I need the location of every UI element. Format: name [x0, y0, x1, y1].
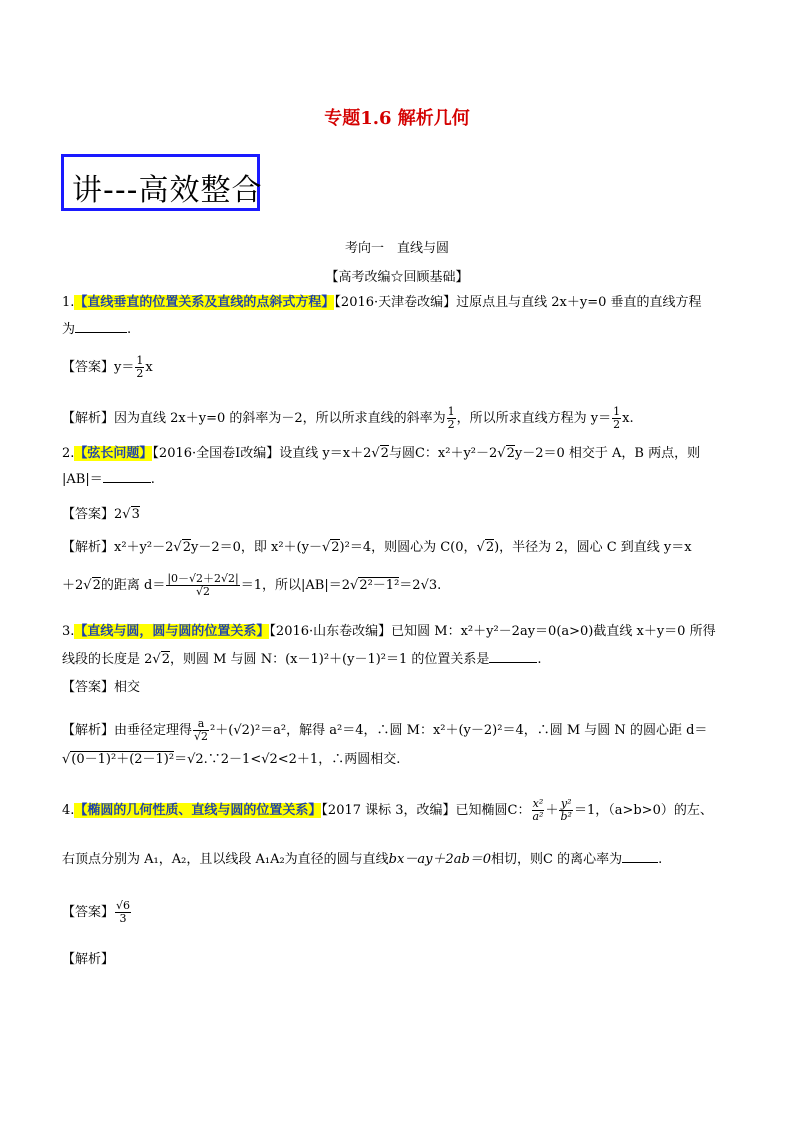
q3-analysis-2: √(0－1)²＋(2－1)²＝√2.∵2－1<√2<2＋1，∴两圆相交.: [62, 752, 401, 767]
section-banner: [61, 154, 263, 211]
q4-answer: 【答案】 $\frac{√6}{3}$: [62, 899, 131, 925]
q2-analysis-2: ＋2√2的距离 d＝ $\frac{|0-√2+2√2|}{√2}$ ＝1，所以|AB|＝2√2²－1²＝2√3.: [62, 572, 442, 598]
answer-blank: [75, 320, 127, 333]
q3-line2: 线段的长度是 2√2，则圆 M 与圆 N：(x－1)²＋(y－1)²＝1 的位置关系是 .: [62, 652, 542, 667]
q2-line2: |AB|＝ .: [62, 472, 155, 487]
q3-answer: 【答案】相交: [62, 680, 141, 695]
answer-blank: [103, 470, 151, 483]
q3-analysis-1: 【解析】由垂径定理得 $\frac{a}{√2}$ ²＋(√2)²＝a²，解得 a²＝4，∴圆 M：x²＋(y－2)²＝4，∴圆 M 与圆 N 的圆心距 d＝: [62, 717, 708, 743]
q2-analysis-1: 【解析】x²＋y²－2√2y－2＝0，即 x²＋(y－√2)²＝4，则圆心为 C(0，√2)，半径为 2，圆心 C 到直线 y＝x: [62, 540, 692, 555]
q4-tag: 【椭圆的几何性质、直线与圆的位置关系】: [74, 803, 322, 818]
section-title: 考向一 直线与圆: [344, 241, 449, 256]
q4-line2: 右顶点分别为 A₁，A₂，且以线段 A₁A₂为直径的圆与直线bx－ay＋2ab＝0相切，则C 的离心率为 .: [62, 852, 663, 867]
q1-line2: 为 .: [62, 322, 132, 337]
answer-blank: [622, 850, 658, 863]
q2-line1: 2.【弦长问题】【2016·全国卷Ⅰ改编】设直线 y＝x＋2√2与圆C：x²＋y²－2√2y－2＝0 相交于 A，B 两点，则: [62, 446, 701, 461]
q4-analysis: 【解析】: [62, 952, 115, 967]
q2-tag: 【弦长问题】: [74, 446, 153, 461]
q3-tag: 【直线与圆，圆与圆的位置关系】: [74, 624, 270, 639]
banner-text: 讲---高效整合: [72, 173, 263, 208]
answer-blank: [489, 650, 537, 663]
q1-analysis: 【解析】因为直线 2x＋y=0 的斜率为－2，所以所求直线的斜率为 $\frac{1}{2}$ ，所以所求直线方程为 y＝ $\frac{1}{2}$ x.: [62, 405, 634, 431]
q3-line1: 3.【直线与圆，圆与圆的位置关系】【2016·山东卷改编】已知圆 M：x²＋y²－2ay＝0(a>0)截直线 x＋y＝0 所得: [62, 624, 716, 639]
page-title: 专题1.6 解析几何: [324, 108, 470, 129]
q2-answer: 【答案】2√3: [62, 507, 140, 522]
q1-tag: 【直线垂直的位置关系及直线的点斜式方程】: [74, 295, 335, 310]
q1-line1: 1.【直线垂直的位置关系及直线的点斜式方程】【2016·天津卷改编】过原点且与直线 2x＋y=0 垂直的直线方程: [62, 295, 702, 310]
q1-answer: 【答案】y＝ $\frac{1}{2}$ x: [62, 354, 153, 380]
subsection-title: 【高考改编☆回顾基础】: [325, 270, 469, 285]
q4-line1: 4.【椭圆的几何性质、直线与圆的位置关系】【2017 课标 3，改编】已知椭圆C： $\frac{\text{x²}}{\text{a²}}$ ＋ $\frac{\text{y²}}{\text{b²}}$ ＝1，（a>b>0）的左、: [62, 797, 713, 823]
